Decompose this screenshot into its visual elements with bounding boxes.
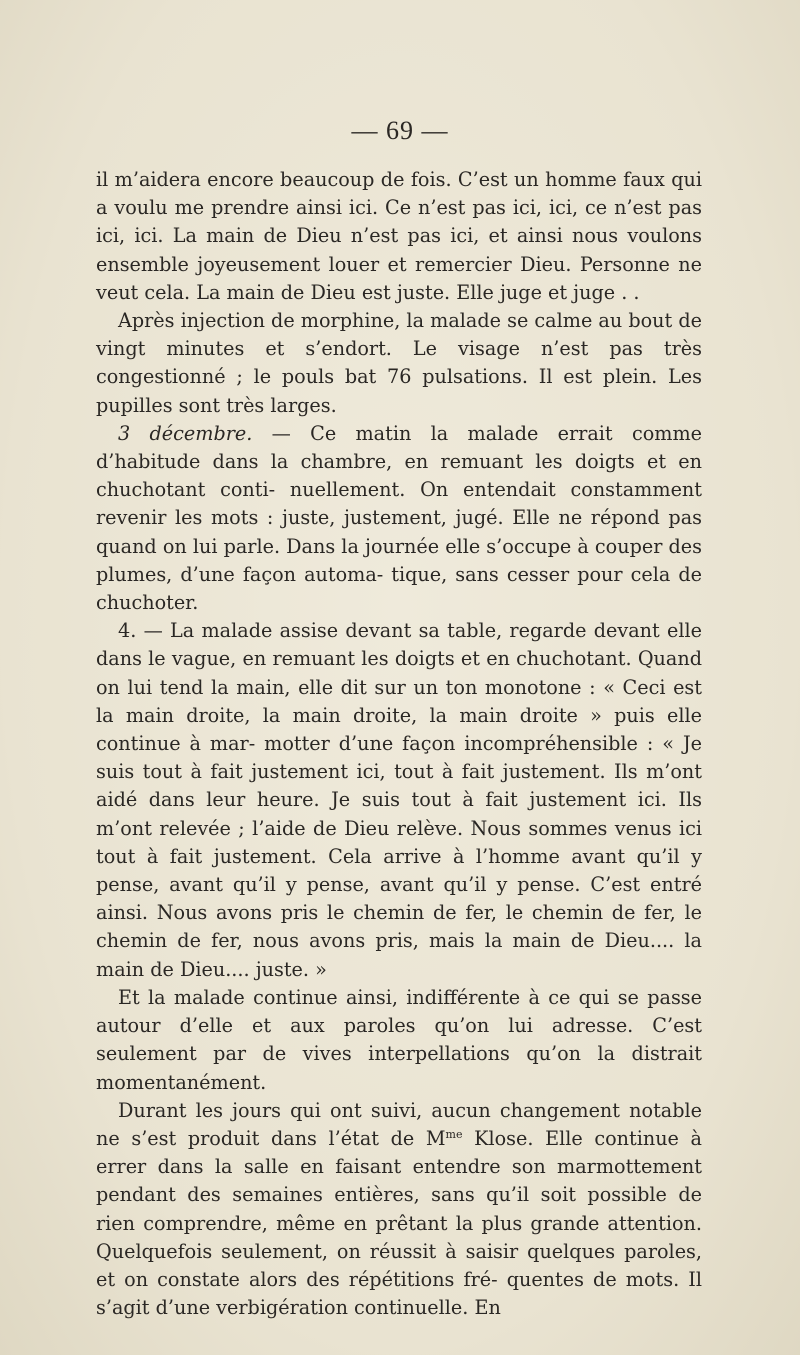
paragraph-5: Et la malade continue ainsi, indifférente à ce qui se passe autour d’elle et aux paroles qu’on lui adresse. C’est seulement par de vives interpellations qu’on la distrait momentanément. — [96, 985, 702, 1094]
title-superscript: me — [445, 1127, 463, 1141]
body-text — [96, 166, 702, 1322]
page-number: — 69 — — [351, 116, 449, 145]
paragraph-4: 4. — La malade assise devant sa table, regarde devant elle dans le vague, en remuant les doigts et en chuchotant. Quand on lui tend la main, elle dit sur un ton monotone : « Ceci est la main droite, la main droite, la main droite » puis elle continue à mar- motter d’une façon incompréhensible : « Je suis tout à fait justement ici, tout à fait justement. Ils m’ont aidé dans leur heure. Je suis tout à fait justement ici. Ils m’ont relevée ; l’aide de Dieu relève. Nous sommes venus ici tout à fait justement. Cela arrive à l’homme avant qu’il y pense, avant qu’il y pense, avant qu’il y pense. C’est entré ainsi. Nous avons pris le chemin de fer, le chemin de fer, le chemin de fer, nous avons pris, mais la main de Dieu.... la main de Dieu.... juste. » — [96, 619, 702, 981]
paragraph-2: Après injection de morphine, la malade se calme au bout de vingt minutes et s’endort. Le visage n’est pas très congestionné ; le pouls bat 76 pulsations. Il est plein. Les pupilles sont très larges. — [96, 309, 702, 417]
date-heading: 3 décembre. — [118, 421, 253, 445]
paragraph-1: il m’aidera encore beaucoup de fois. C’est un homme faux qui a voulu me prendre ainsi ici. Ce n’est pas ici, ici, ce n’est pas ici, ici. La main de Dieu n’est pas ici, et ainsi nous voulons ensemble joyeusement louer et remercier Dieu. Personne ne veut cela. La main de Dieu est juste. Elle juge et juge . . — [96, 168, 702, 304]
paragraph-6-end: Klose. Elle continue à errer dans la salle en faisant entendre son marmottement pendant des semaines entières, sans qu’il soit possible de rien comprendre, même en prêtant la plus grande attention. Quelquefois seulement, on réussit à saisir quelques paroles, et on constate alors des répétitions fré- quentes de mots. Il s’agit d’une verbigération continuelle. En — [96, 1126, 702, 1320]
paragraph-6 — [96, 1097, 702, 1323]
paragraph-3 — [96, 420, 702, 617]
paragraph-3-text: — Ce matin la malade errait comme d’habitude dans la chambre, en remuant les doigts et en chuchotant conti- nuellement. On entendait constamment revenir les mots : juste, justement, jugé. Elle ne répond pas quand on lui parle. Dans la journée elle s’occupe à couper des plumes, d’une façon automa- tique, sans cesser pour cela de chuchoter. — [96, 421, 702, 615]
paragraph-6-start: Durant les jours qui ont suivi, aucun changement notable ne s’est produit dans l’état de M — [96, 1098, 702, 1150]
